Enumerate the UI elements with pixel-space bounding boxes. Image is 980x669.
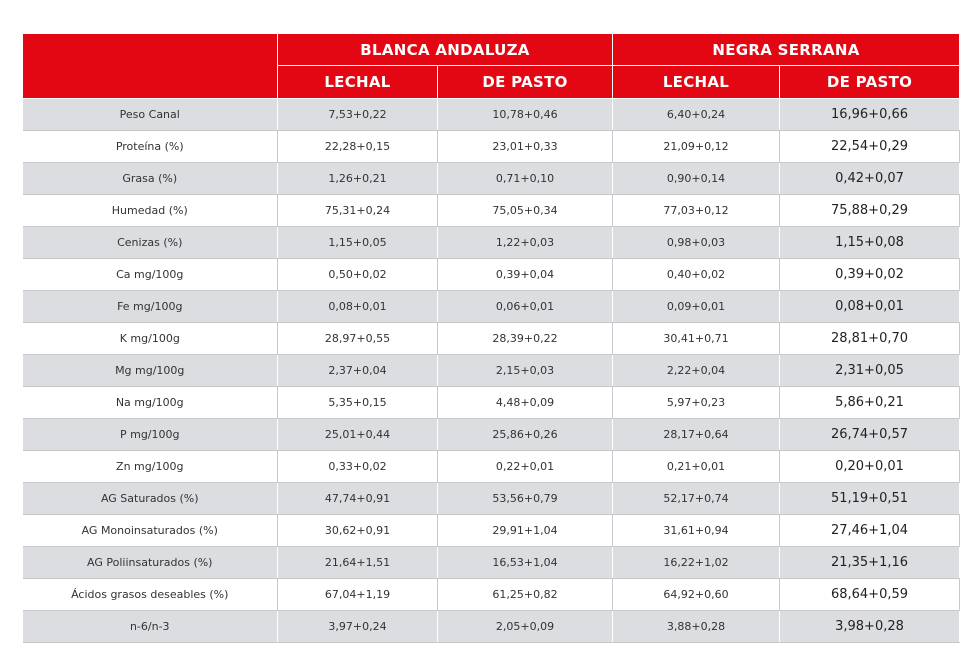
blanca-lechal-value: 0,08+0,01: [278, 291, 438, 323]
blanca-de-pasto-value: 28,39+0,22: [438, 323, 613, 355]
negra-de-pasto-value: 51,19+0,51: [780, 483, 960, 515]
negra-lechal-value: 31,61+0,94: [613, 515, 780, 547]
row-label: Mg mg/100g: [23, 355, 278, 387]
blanca-de-pasto-value: 25,86+0,26: [438, 419, 613, 451]
nutrition-comparison-table: [22, 33, 960, 643]
table-row: [23, 227, 960, 259]
row-label: Proteína (%): [23, 131, 278, 163]
table-row: [23, 515, 960, 547]
row-label: Cenizas (%): [23, 227, 278, 259]
blanca-de-pasto-value: 4,48+0,09: [438, 387, 613, 419]
negra-lechal-value: 6,40+0,24: [613, 99, 780, 131]
negra-de-pasto-value: 0,20+0,01: [780, 451, 960, 483]
row-label: Na mg/100g: [23, 387, 278, 419]
blanca-lechal-value: 1,26+0,21: [278, 163, 438, 195]
negra-de-pasto-value: 68,64+0,59: [780, 579, 960, 611]
header-group-blanca-andaluza: BLANCA ANDALUZA: [278, 34, 613, 66]
negra-lechal-value: 0,90+0,14: [613, 163, 780, 195]
table-row: [23, 291, 960, 323]
blanca-lechal-value: 75,31+0,24: [278, 195, 438, 227]
negra-lechal-value: 0,09+0,01: [613, 291, 780, 323]
negra-de-pasto-value: 75,88+0,29: [780, 195, 960, 227]
blanca-de-pasto-value: 29,91+1,04: [438, 515, 613, 547]
blanca-de-pasto-value: 75,05+0,34: [438, 195, 613, 227]
negra-lechal-value: 0,21+0,01: [613, 451, 780, 483]
negra-lechal-value: 2,22+0,04: [613, 355, 780, 387]
blanca-lechal-value: 28,97+0,55: [278, 323, 438, 355]
negra-lechal-value: 30,41+0,71: [613, 323, 780, 355]
negra-lechal-value: 21,09+0,12: [613, 131, 780, 163]
negra-de-pasto-value: 0,42+0,07: [780, 163, 960, 195]
negra-de-pasto-value: 1,15+0,08: [780, 227, 960, 259]
negra-lechal-value: 16,22+1,02: [613, 547, 780, 579]
header-sub-negra-lechal: LECHAL: [613, 66, 780, 99]
row-label: K mg/100g: [23, 323, 278, 355]
blanca-de-pasto-value: 10,78+0,46: [438, 99, 613, 131]
blanca-lechal-value: 2,37+0,04: [278, 355, 438, 387]
row-label: Fe mg/100g: [23, 291, 278, 323]
row-label: Ca mg/100g: [23, 259, 278, 291]
negra-de-pasto-value: 2,31+0,05: [780, 355, 960, 387]
table-row: [23, 131, 960, 163]
blanca-de-pasto-value: 0,22+0,01: [438, 451, 613, 483]
negra-lechal-value: 28,17+0,64: [613, 419, 780, 451]
blanca-de-pasto-value: 0,39+0,04: [438, 259, 613, 291]
table-row: [23, 579, 960, 611]
blanca-de-pasto-value: 1,22+0,03: [438, 227, 613, 259]
row-label: Humedad (%): [23, 195, 278, 227]
table-row: [23, 419, 960, 451]
table-row: [23, 323, 960, 355]
blanca-lechal-value: 67,04+1,19: [278, 579, 438, 611]
header-row-groups: [23, 34, 960, 66]
header-sub-blanca-lechal: LECHAL: [278, 66, 438, 99]
header-sub-negra-de-pasto: DE PASTO: [780, 66, 960, 99]
row-label: AG Monoinsaturados (%): [23, 515, 278, 547]
blanca-lechal-value: 25,01+0,44: [278, 419, 438, 451]
blanca-lechal-value: 22,28+0,15: [278, 131, 438, 163]
blanca-de-pasto-value: 2,05+0,09: [438, 611, 613, 643]
blanca-lechal-value: 0,33+0,02: [278, 451, 438, 483]
table-row: [23, 99, 960, 131]
negra-de-pasto-value: 5,86+0,21: [780, 387, 960, 419]
negra-de-pasto-value: 28,81+0,70: [780, 323, 960, 355]
row-label: Grasa (%): [23, 163, 278, 195]
negra-de-pasto-value: 22,54+0,29: [780, 131, 960, 163]
header-group-negra-serrana: NEGRA SERRANA: [613, 34, 960, 66]
header-sub-blanca-de-pasto: DE PASTO: [438, 66, 613, 99]
blanca-lechal-value: 7,53+0,22: [278, 99, 438, 131]
negra-de-pasto-value: 16,96+0,66: [780, 99, 960, 131]
negra-de-pasto-value: 27,46+1,04: [780, 515, 960, 547]
header-blank-cell: [23, 34, 278, 99]
blanca-de-pasto-value: 16,53+1,04: [438, 547, 613, 579]
blanca-de-pasto-value: 0,71+0,10: [438, 163, 613, 195]
row-label: n-6/n-3: [23, 611, 278, 643]
blanca-de-pasto-value: 61,25+0,82: [438, 579, 613, 611]
negra-lechal-value: 0,98+0,03: [613, 227, 780, 259]
table-row: [23, 387, 960, 419]
negra-lechal-value: 0,40+0,02: [613, 259, 780, 291]
negra-lechal-value: 77,03+0,12: [613, 195, 780, 227]
negra-de-pasto-value: 21,35+1,16: [780, 547, 960, 579]
negra-lechal-value: 3,88+0,28: [613, 611, 780, 643]
negra-de-pasto-value: 0,08+0,01: [780, 291, 960, 323]
table-body: [23, 99, 960, 643]
table-row: [23, 195, 960, 227]
negra-de-pasto-value: 3,98+0,28: [780, 611, 960, 643]
blanca-lechal-value: 21,64+1,51: [278, 547, 438, 579]
blanca-lechal-value: 5,35+0,15: [278, 387, 438, 419]
blanca-lechal-value: 3,97+0,24: [278, 611, 438, 643]
negra-de-pasto-value: 0,39+0,02: [780, 259, 960, 291]
negra-lechal-value: 52,17+0,74: [613, 483, 780, 515]
row-label: AG Poliinsaturados (%): [23, 547, 278, 579]
blanca-lechal-value: 0,50+0,02: [278, 259, 438, 291]
row-label: Peso Canal: [23, 99, 278, 131]
row-label: P mg/100g: [23, 419, 278, 451]
blanca-de-pasto-value: 2,15+0,03: [438, 355, 613, 387]
table-row: [23, 163, 960, 195]
blanca-lechal-value: 1,15+0,05: [278, 227, 438, 259]
negra-lechal-value: 5,97+0,23: [613, 387, 780, 419]
row-label: AG Saturados (%): [23, 483, 278, 515]
blanca-lechal-value: 30,62+0,91: [278, 515, 438, 547]
table-row: [23, 547, 960, 579]
row-label: Ácidos grasos deseables (%): [23, 579, 278, 611]
blanca-de-pasto-value: 23,01+0,33: [438, 131, 613, 163]
blanca-lechal-value: 47,74+0,91: [278, 483, 438, 515]
nutrition-table-container: [22, 33, 959, 643]
negra-de-pasto-value: 26,74+0,57: [780, 419, 960, 451]
table-row: [23, 259, 960, 291]
row-label: Zn mg/100g: [23, 451, 278, 483]
negra-lechal-value: 64,92+0,60: [613, 579, 780, 611]
blanca-de-pasto-value: 53,56+0,79: [438, 483, 613, 515]
table-row: [23, 483, 960, 515]
table-row: [23, 355, 960, 387]
table-row: [23, 611, 960, 643]
table-row: [23, 451, 960, 483]
blanca-de-pasto-value: 0,06+0,01: [438, 291, 613, 323]
